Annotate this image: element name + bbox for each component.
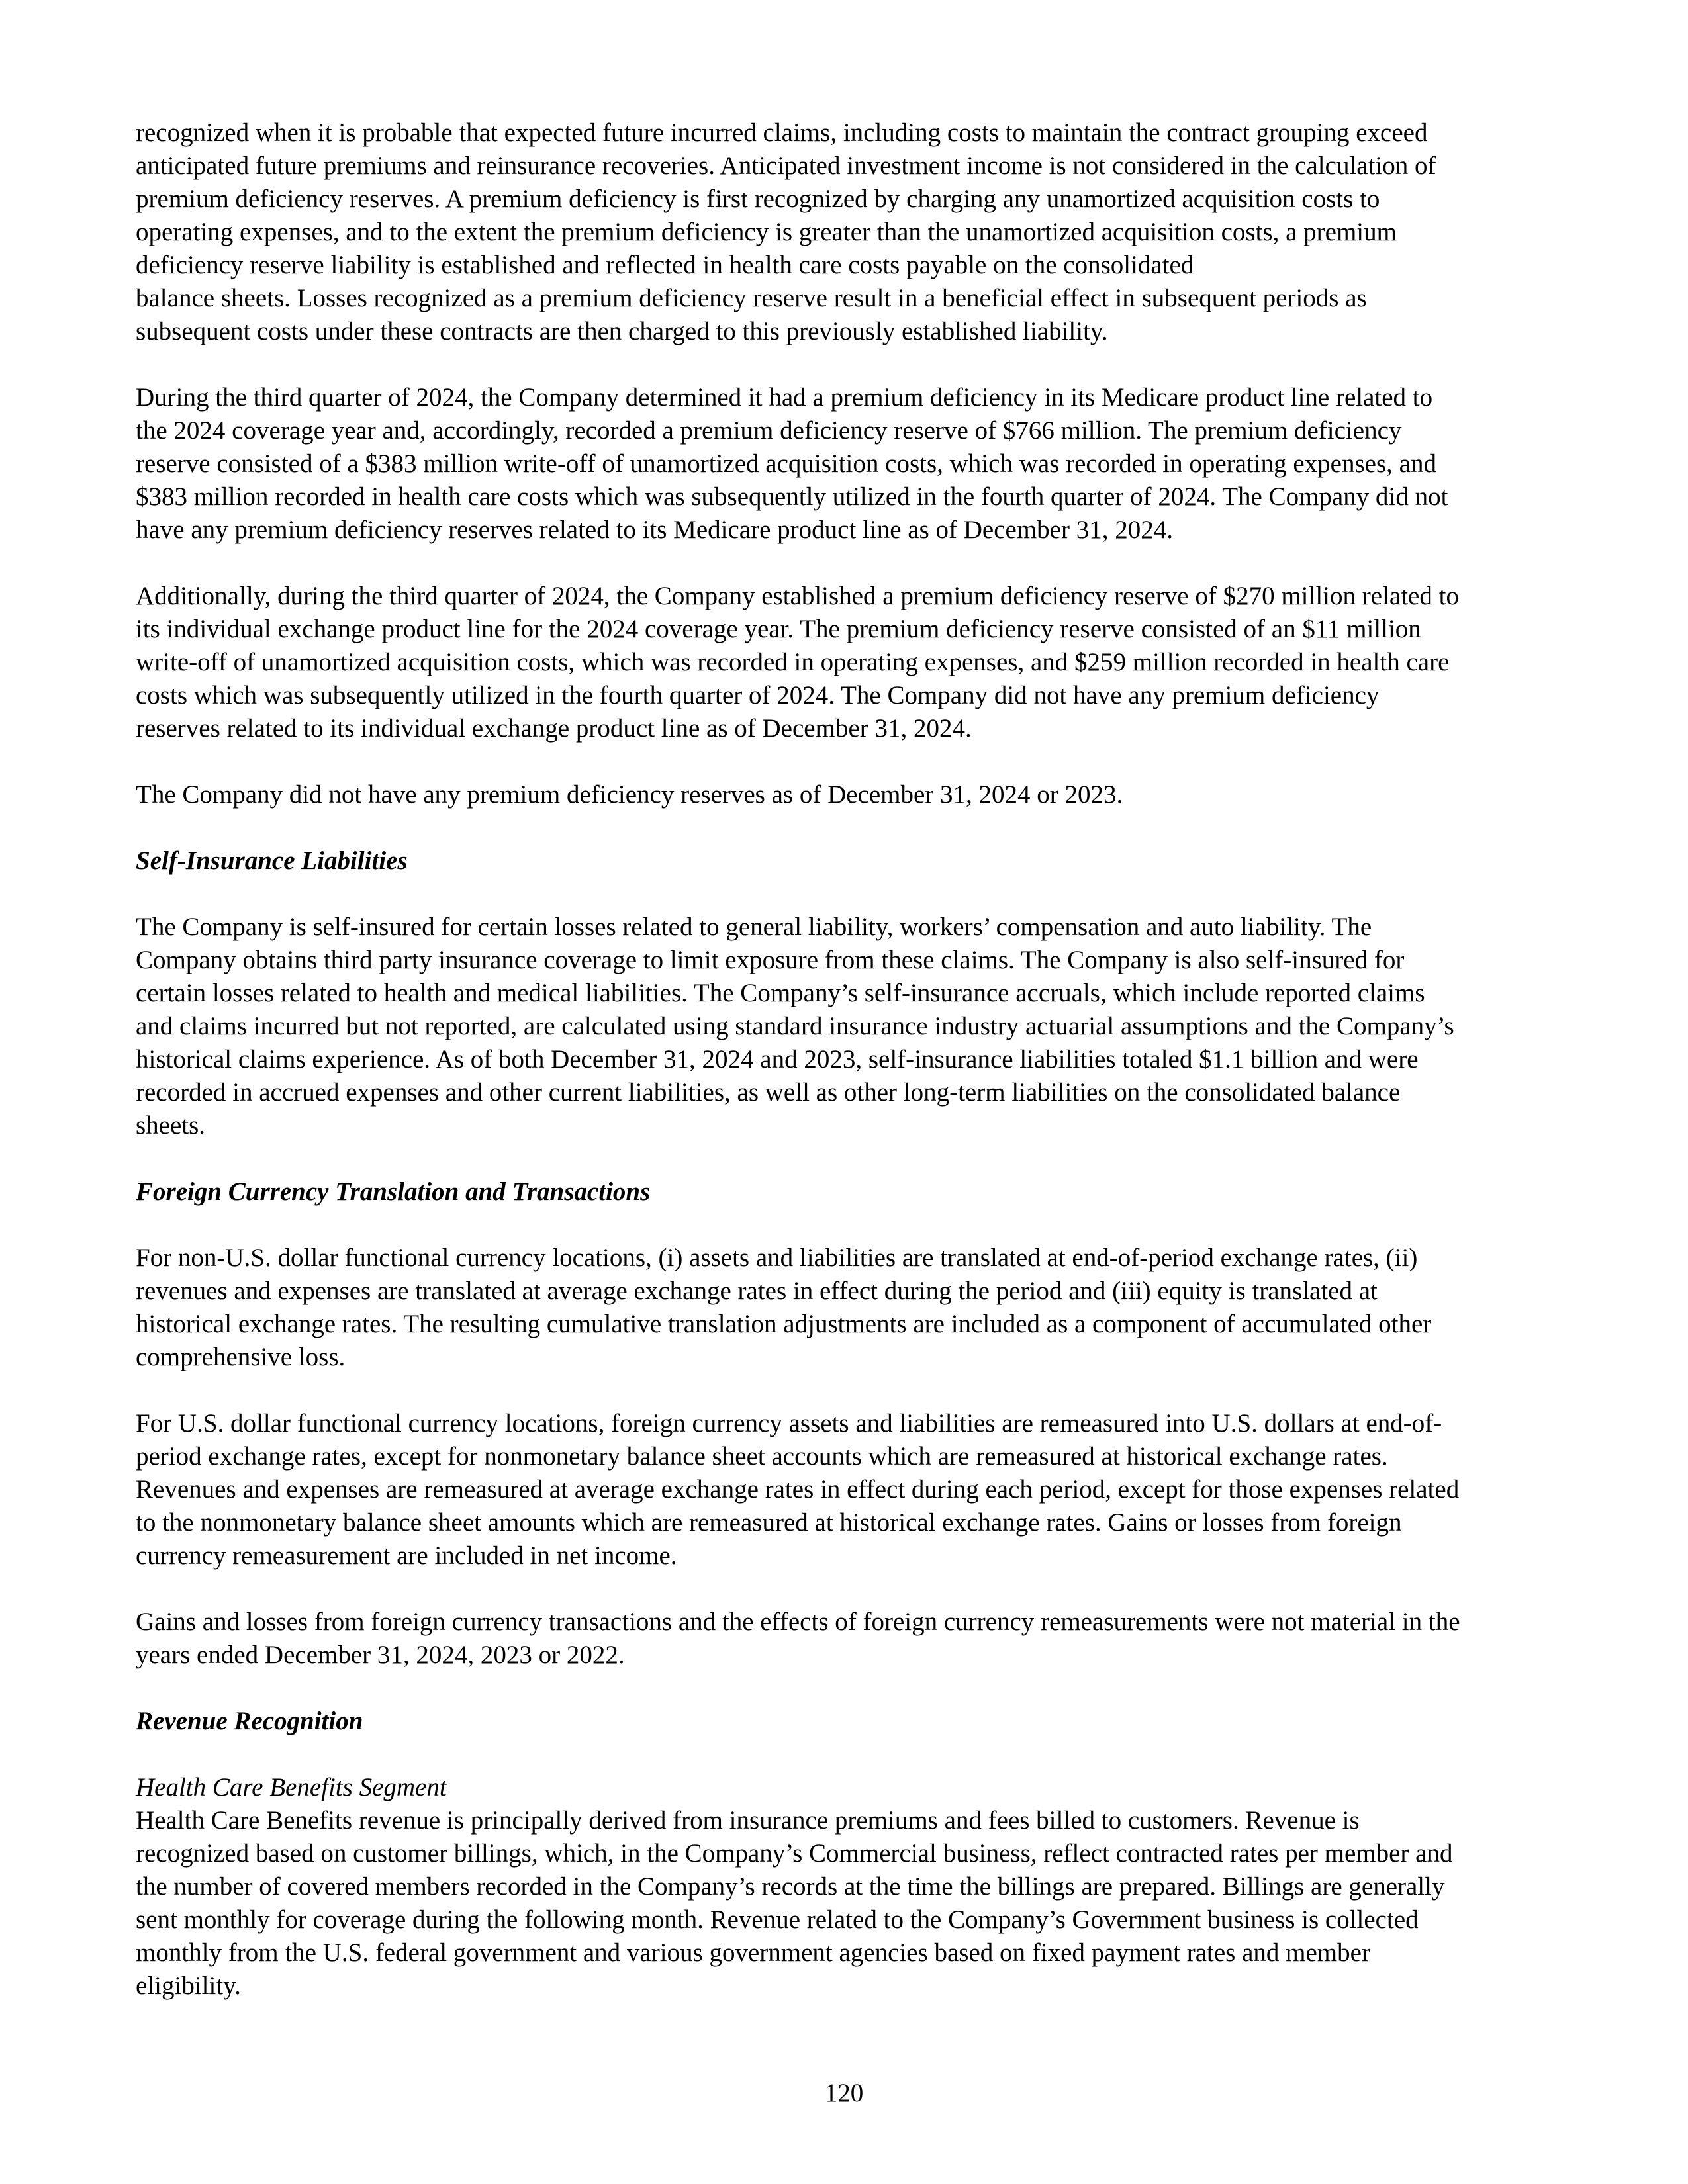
text-line: For U.S. dollar functional currency locations, foreign currency assets and liabilities are remeasured into U.S. dollars at end-of- [136,1409,1442,1437]
text-line: The Company did not have any premium deficiency reserves as of December 31, 2024 or 2023. [136,780,1123,809]
paragraph-health-care-revenue [136,1804,1566,2003]
text-line: Gains and losses from foreign currency transactions and the effects of foreign currency remeasurements were not material in the [136,1608,1460,1636]
text-line: historical exchange rates. The resulting cumulative translation adjustments are included as a component of accumulated other [136,1310,1432,1338]
text-line: currency remeasurement are included in net income. [136,1541,677,1570]
heading-text: Revenue Recognition [136,1707,363,1735]
text-line: operating expenses, and to the extent the premium deficiency is greater than the unamortized acquisition costs, a premium [136,218,1397,246]
heading-text: Foreign Currency Translation and Transactions [136,1177,651,1206]
text-line: Additionally, during the third quarter of 2024, the Company established a premium deficiency reserve of $270 million related to [136,582,1459,610]
page-number: 120 [824,2079,864,2107]
paragraph-usd-remeasurement [136,1407,1566,1572]
text-line: Health Care Benefits revenue is principally derived from insurance premiums and fees billed to customers. Revenue is [136,1806,1360,1835]
subheading-text: Health Care Benefits Segment [136,1773,447,1801]
text-line: comprehensive loss. [136,1343,346,1371]
text-line: $383 million recorded in health care costs which was subsequently utilized in the fourth quarter of 2024. The Company did not [136,482,1448,511]
text-line: The Company is self-insured for certain losses related to general liability, workers’ compensation and auto liability. The [136,913,1372,941]
heading-text: Self-Insurance Liabilities [136,846,408,875]
section-heading-foreign-currency [136,1175,1566,1208]
text-line: write-off of unamortized acquisition costs, which was recorded in operating expenses, and $259 million recorded in health care [136,648,1450,676]
text-line: balance sheets. Losses recognized as a premium deficiency reserve result in a beneficial effect in subsequent periods as [136,284,1367,312]
paragraph-no-deficiency [136,778,1566,811]
document-body [136,116,1566,2003]
section-heading-self-insurance [136,844,1566,878]
text-line: During the third quarter of 2024, the Company determined it had a premium deficiency in its Medicare product line related to [136,383,1433,412]
text-line: recognized based on customer billings, which, in the Company’s Commercial business, reflect contracted rates per member and [136,1839,1453,1868]
paragraph-premium-deficiency-intro [136,116,1566,348]
text-line: its individual exchange product line for the 2024 coverage year. The premium deficiency reserve consisted of an $11 million [136,615,1421,643]
text-line: monthly from the U.S. federal government and various government agencies based on fixed payment rates and member [136,1938,1370,1967]
text-line: the number of covered members recorded in the Company’s records at the time the billings are prepared. Billings are generally [136,1872,1445,1901]
text-line: deficiency reserve liability is established and reflected in health care costs payable on the consolidated [136,251,1194,279]
text-line: Revenues and expenses are remeasured at average exchange rates in effect during each period, except for those expenses related [136,1475,1460,1504]
text-line: costs which was subsequently utilized in the fourth quarter of 2024. The Company did not have any premium deficiency [136,681,1380,709]
text-line: eligibility. [136,1972,241,2000]
paragraph-self-insurance [136,911,1566,1142]
text-line: sheets. [136,1111,206,1140]
text-line: subsequent costs under these contracts are then charged to this previously established liability. [136,317,1108,345]
text-line: recognized when it is probable that expected future incurred claims, including costs to maintain the contract grouping exceed [136,118,1428,147]
paragraph-medicare-deficiency [136,381,1566,547]
text-line: For non-U.S. dollar functional currency locations, (i) assets and liabilities are translated at end-of-period exchange rates, (ii) [136,1244,1418,1272]
paragraph-non-usd-translation [136,1242,1566,1374]
text-line: to the nonmonetary balance sheet amounts which are remeasured at historical exchange rates. Gains or losses from foreign [136,1508,1402,1537]
paragraph-exchange-deficiency [136,580,1566,745]
section-heading-revenue-recognition [136,1705,1566,1738]
text-line: the 2024 coverage year and, accordingly, recorded a premium deficiency reserve of $766 million. The premium deficiency [136,416,1402,445]
paragraph-fx-gains-losses [136,1606,1566,1672]
text-line: period exchange rates, except for nonmonetary balance sheet accounts which are remeasured at historical exchange rates. [136,1442,1388,1471]
text-line: certain losses related to health and medical liabilities. The Company’s self-insurance accruals, which include reported claims [136,979,1425,1007]
text-line: reserve consisted of a $383 million write-off of unamortized acquisition costs, which was recorded in operating expenses, and [136,449,1436,478]
text-line: anticipated future premiums and reinsurance recoveries. Anticipated investment income is not considered in the calculation of [136,152,1436,180]
text-line: historical claims experience. As of both December 31, 2024 and 2023, self-insurance liabilities totaled $1.1 billion and were [136,1045,1419,1073]
text-line: years ended December 31, 2024, 2023 or 2022. [136,1641,625,1669]
text-line: have any premium deficiency reserves related to its Medicare product line as of December 31, 2024. [136,516,1173,544]
text-line: reserves related to its individual exchange product line as of December 31, 2024. [136,714,972,743]
text-line: revenues and expenses are translated at average exchange rates in effect during the period and (iii) equity is translated at [136,1277,1378,1305]
subheading-health-care-benefits [136,1771,1566,1804]
text-line: recorded in accrued expenses and other current liabilities, as well as other long-term liabilities on the consolidated balance [136,1078,1401,1107]
text-line: premium deficiency reserves. A premium deficiency is first recognized by charging any unamortized acquisition costs to [136,185,1380,213]
text-line: Company obtains third party insurance coverage to limit exposure from these claims. The Company is also self-insured for [136,946,1405,974]
text-line: and claims incurred but not reported, are calculated using standard insurance industry actuarial assumptions and the Company’s [136,1012,1454,1040]
text-line: sent monthly for coverage during the following month. Revenue related to the Company’s Government business is collected [136,1905,1419,1934]
